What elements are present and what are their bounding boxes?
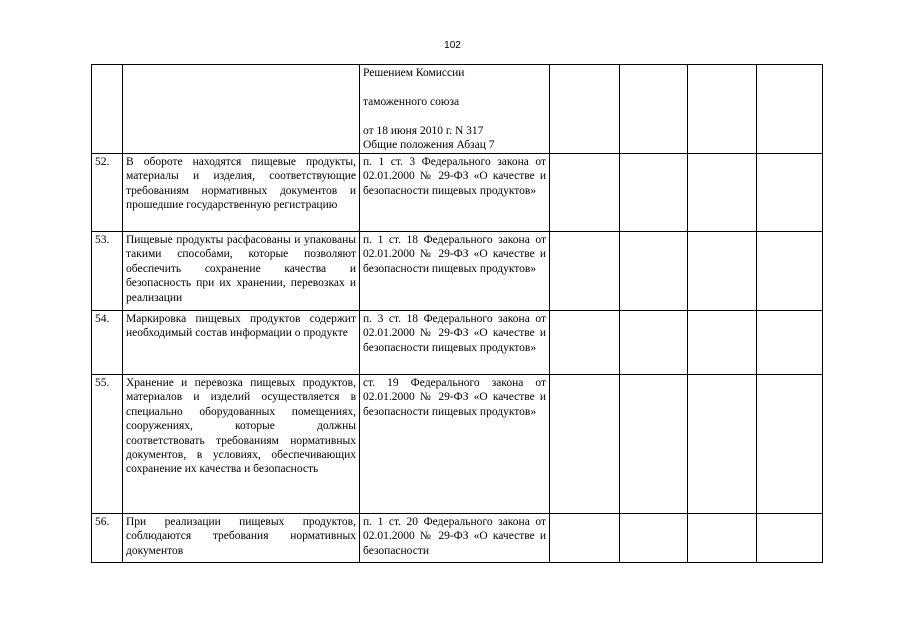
reference-cell: п. 1 ст. 20 Федерального закона от 02.01.2000 № 29-ФЗ «О качестве и безопасности [360,514,550,563]
requirement-cell [123,65,360,154]
row-number: 55. [92,375,123,514]
table-row [92,311,823,375]
requirement-cell: Пищевые продукты расфасованы и упакованы такими способами, которые позволяют обеспечить сохранение качества и безопасность при их хранении, перевозках и реализации [123,232,360,311]
empty-cell [688,65,757,154]
requirement-cell: Хранение и перевозка пищевых продуктов, материалов и изделий осуществляется в специально оборудованных помещениях, сооружениях, которые должны соответствовать требованиям нормативных документов, в условиях, обеспечивающих сохранение их качества и безопасность [123,375,360,514]
empty-cell [550,311,620,375]
empty-cell [688,154,757,232]
empty-cell [620,311,688,375]
reference-line: таможенного союза [363,95,460,108]
requirements-table [91,64,823,563]
empty-cell [620,232,688,311]
empty-cell [688,375,757,514]
number-cell [92,65,123,154]
row-number: 53. [92,232,123,311]
empty-cell [620,375,688,514]
reference-cell: ст. 19 Федерального закона от 02.01.2000 № 29-ФЗ «О качестве и безопасности пищевых продуктов» [360,375,550,514]
table-row [92,375,823,514]
reference-cell: п. 1 ст. 3 Федерального закона от 02.01.2000 № 29-ФЗ «О качестве и безопасности пищевых продуктов» [360,154,550,232]
requirement-cell: В обороте находятся пищевые продукты, материалы и изделия, соответствующие требованиям нормативных документов и прошедшие государственную регистрацию [123,154,360,232]
reference-cell: п. 3 ст. 18 Федерального закона от 02.01.2000 № 29-ФЗ «О качестве и безопасности пищевых продуктов» [360,311,550,375]
empty-cell [757,232,823,311]
empty-cell [620,154,688,232]
empty-cell [757,311,823,375]
reference-cell: п. 1 ст. 18 Федерального закона от 02.01.2000 № 29-ФЗ «О качестве и безопасности пищевых продуктов» [360,232,550,311]
empty-cell [757,514,823,563]
requirement-cell: Маркировка пищевых продуктов содержит необходимый состав информации о продукте [123,311,360,375]
empty-cell [757,375,823,514]
empty-cell [688,311,757,375]
row-number: 56. [92,514,123,563]
empty-cell [757,154,823,232]
empty-cell [757,65,823,154]
page-number: 102 [444,40,461,51]
empty-cell [620,514,688,563]
table-row [92,514,823,563]
empty-cell [550,65,620,154]
table-row-continuation [92,65,823,154]
empty-cell [550,514,620,563]
row-number: 52. [92,154,123,232]
row-number: 54. [92,311,123,375]
empty-cell [688,232,757,311]
reference-line: Общие положения Абзац 7 [363,139,495,151]
empty-cell [620,65,688,154]
table-row [92,232,823,311]
reference-line: Решением Комиссии [363,67,465,79]
empty-cell [550,154,620,232]
table-row [92,154,823,232]
empty-cell [688,514,757,563]
requirement-cell: При реализации пищевых продуктов, соблюдаются требования нормативных документов [123,514,360,563]
empty-cell [550,232,620,311]
reference-cell [360,65,550,154]
reference-line: от 18 июня 2010 г. N 317 [363,124,484,137]
empty-cell [550,375,620,514]
